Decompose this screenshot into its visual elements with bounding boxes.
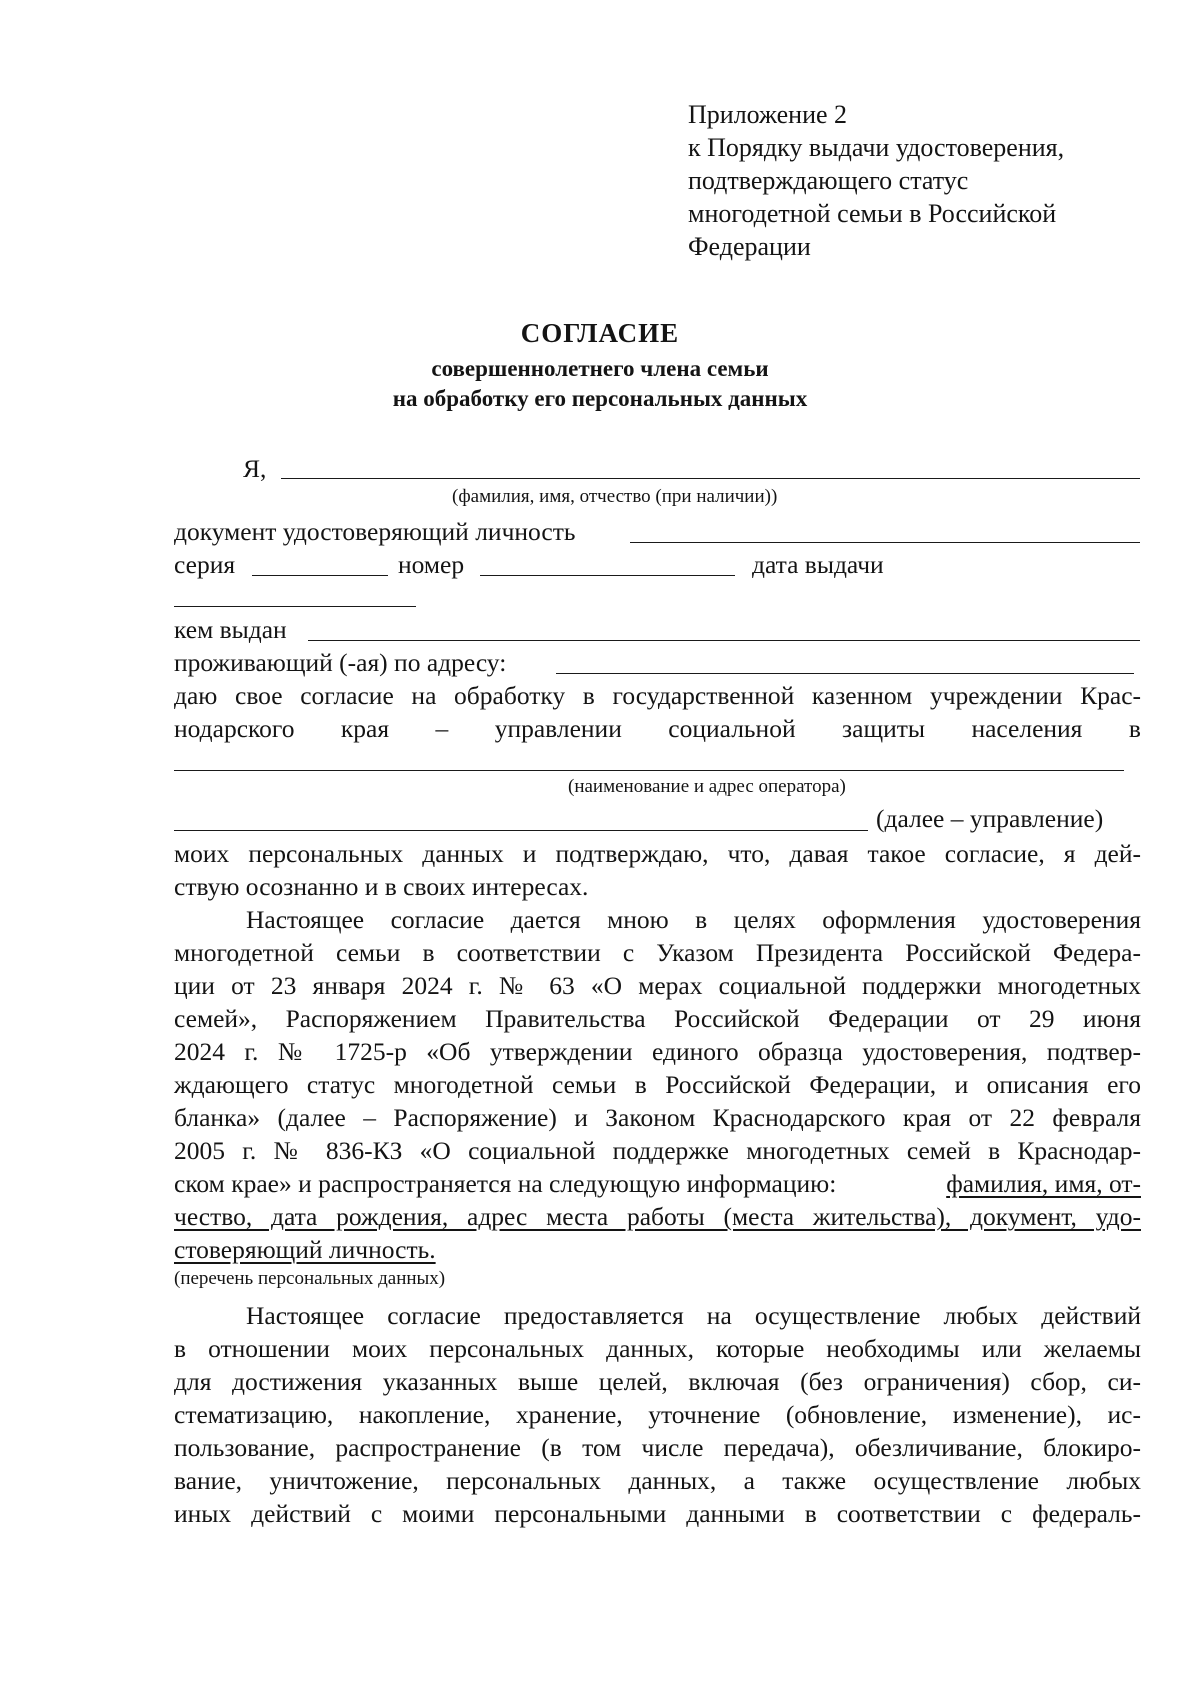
- number-label: номер: [398, 550, 465, 579]
- consent-word: в: [1128, 714, 1141, 743]
- appendix-line: к Порядку выдачи удостоверения,: [688, 133, 1065, 162]
- paragraph-line: ции от 23 января 2024 г. № 63 «О мерах социальной поддержки многодетных: [174, 971, 1141, 1000]
- operator-field[interactable]: [174, 770, 1124, 771]
- paragraph-line: вание, уничтожение, персональных данных, а также осуществление любых: [174, 1466, 1141, 1495]
- consent-word: защиты: [842, 714, 925, 743]
- consent-word: края: [340, 714, 390, 743]
- paragraph-line: Настоящее согласие дается мною в целях оформления удостоверения: [246, 905, 1141, 934]
- consent-line: ствую осознанно и в своих интересах.: [174, 872, 589, 901]
- paragraph-line: для достижения указанных выше целей, включая (без ограничения) сбор, си-: [174, 1367, 1141, 1396]
- appendix-line: Приложение 2: [688, 100, 848, 129]
- personal-data-list: чество, дата рождения, адрес места работы (места жительства), документ, удо-: [174, 1202, 1141, 1231]
- paragraph-line: бланка» (далее – Распоряжение) и Законом Краснодарского края от 22 февраля: [174, 1103, 1141, 1132]
- consent-word: управлении: [494, 714, 622, 743]
- address-field[interactable]: [556, 673, 1134, 674]
- consent-word: социальной: [668, 714, 796, 743]
- consent-line: моих персональных данных и подтверждаю, что, давая такое согласие, я дей-: [174, 839, 1141, 868]
- paragraph-line: [174, 1168, 1141, 1199]
- document-subtitle: совершеннолетнего члена семьи: [431, 356, 769, 381]
- appendix-line: Федерации: [688, 232, 811, 261]
- fio-caption: (фамилия, имя, отчество (при наличии)): [452, 486, 778, 507]
- doc-field[interactable]: [630, 542, 1140, 543]
- document-subtitle: на обработку его персональных данных: [392, 386, 808, 411]
- consent-line: [174, 713, 1141, 744]
- series-field[interactable]: [252, 575, 388, 576]
- paragraph-line: 2005 г. № 836-КЗ «О социальной поддержке многодетных семей в Краснодар-: [174, 1136, 1141, 1165]
- hereinafter-text: (далее – управление): [876, 804, 1104, 833]
- paragraph-line: в отношении моих персональных данных, которые необходимы или желаемы: [174, 1334, 1141, 1363]
- paragraph-line: ждающего статус многодетной семьи в Российской Федерации, и описания его: [174, 1070, 1141, 1099]
- issued-by-field[interactable]: [308, 640, 1140, 641]
- paragraph-line: 2024 г. № 1725-р «Об утверждении единого образца удостоверения, подтвер-: [174, 1037, 1141, 1066]
- paragraph-line: многодетной семьи в соответствии с Указом Президента Российской Федера-: [174, 938, 1141, 967]
- address-label: проживающий (-ая) по адресу:: [174, 648, 507, 677]
- operator-field-continued[interactable]: [174, 830, 868, 831]
- doc-label: документ удостоверяющий личность: [174, 517, 576, 546]
- i-label: Я,: [243, 454, 267, 483]
- issue-date-field[interactable]: [174, 606, 416, 607]
- appendix-line: подтверждающего статус: [688, 166, 969, 195]
- series-label: серия: [174, 550, 236, 579]
- consent-word: нодарского: [174, 714, 295, 743]
- personal-data-list: стоверяющий личность.: [174, 1235, 436, 1264]
- issued-by-label: кем выдан: [174, 615, 287, 644]
- paragraph-line: стематизацию, накопление, хранение, уточнение (обновление, изменение), ис-: [174, 1400, 1141, 1429]
- personal-data-caption: (перечень персональных данных): [174, 1268, 446, 1289]
- paragraph-line: иных действий с моими персональными данными в соответствии с федераль-: [174, 1499, 1141, 1528]
- paragraph-text: ском крае» и распространяется на следующую информацию:: [174, 1169, 837, 1198]
- number-field[interactable]: [480, 575, 735, 576]
- paragraph-line: Настоящее согласие предоставляется на осуществление любых действий: [246, 1301, 1141, 1330]
- document-title: СОГЛАСИЕ: [520, 318, 680, 348]
- appendix-block: [688, 98, 1064, 263]
- issue-date-label: дата выдачи: [752, 550, 884, 579]
- consent-word: –: [435, 714, 449, 743]
- appendix-line: многодетной семьи в Российской: [688, 199, 1057, 228]
- operator-caption: (наименование и адрес оператора): [568, 776, 846, 797]
- consent-word: населения: [971, 714, 1083, 743]
- personal-data-list: фамилия, имя, от-: [946, 1169, 1141, 1198]
- fio-field[interactable]: [281, 478, 1140, 479]
- consent-line: даю свое согласие на обработку в государственной казенном учреждении Крас-: [174, 681, 1141, 710]
- paragraph-line: семей», Распоряжением Правительства Российской Федерации от 29 июня: [174, 1004, 1141, 1033]
- paragraph-line: пользование, распространение (в том числе передача), обезличивание, блокиро-: [174, 1433, 1141, 1462]
